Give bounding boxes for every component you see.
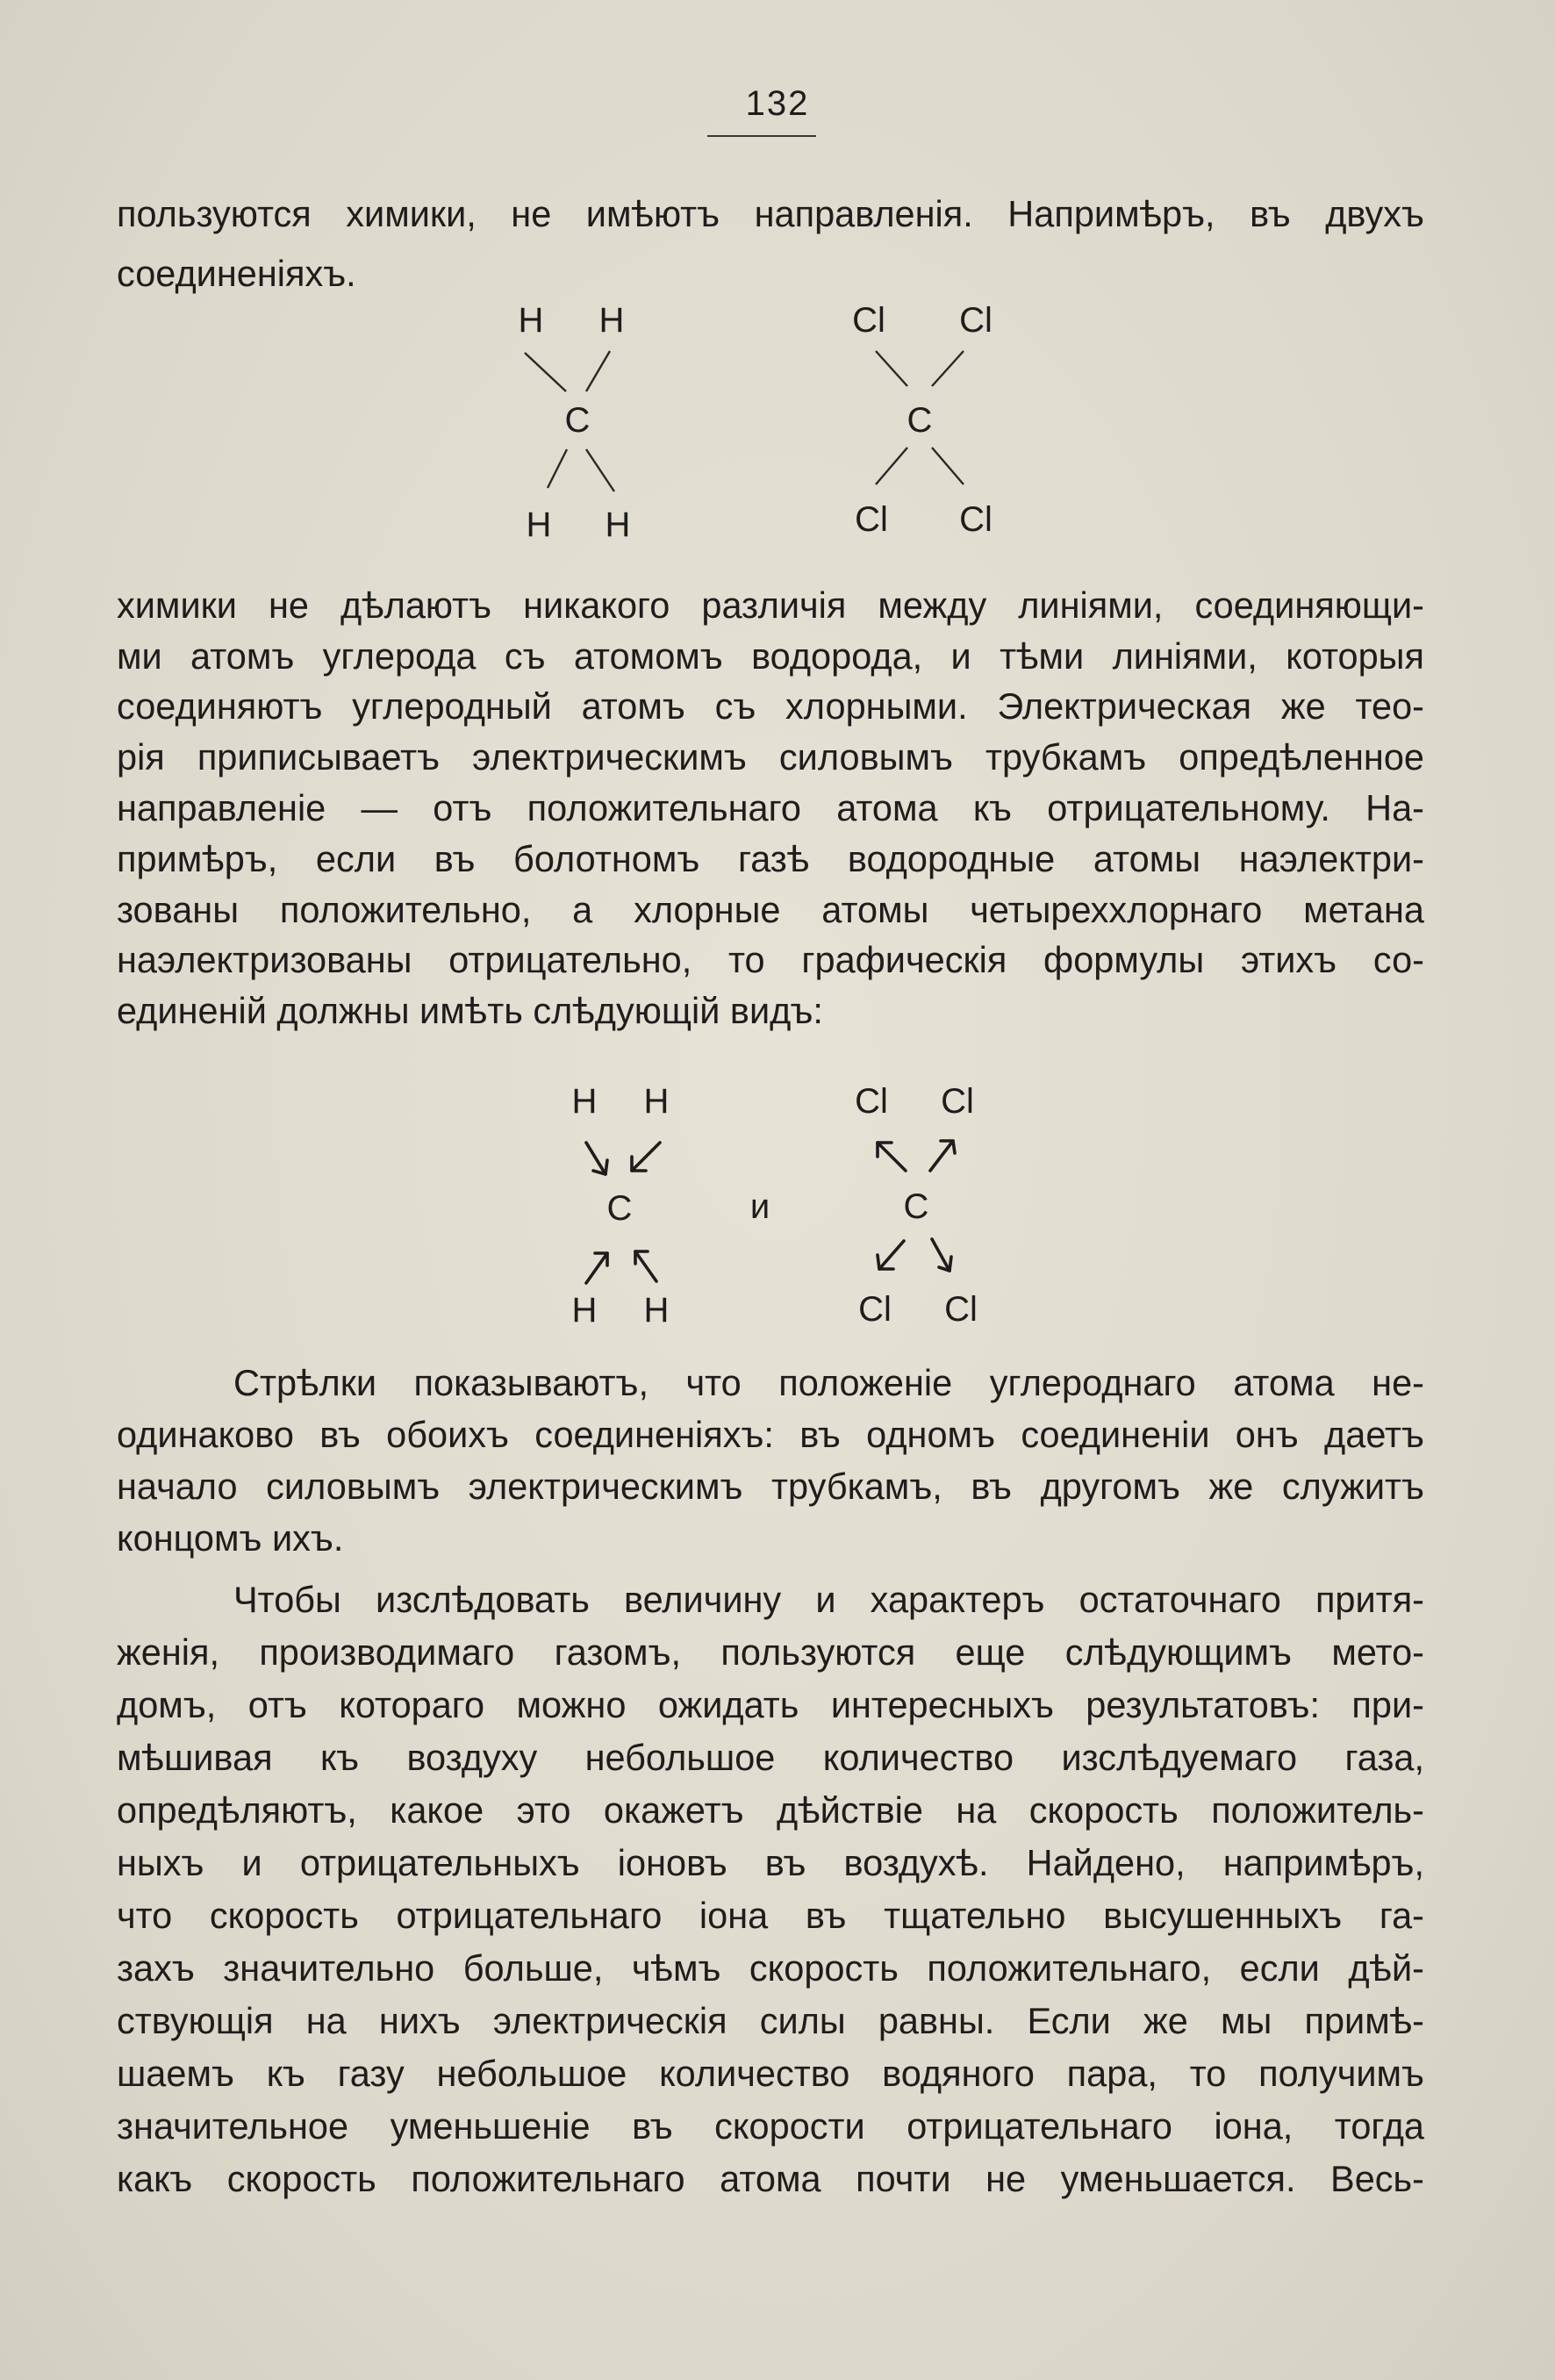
text-line: что скорость отрицательнаго іона въ тщательно высушенныхъ га-	[117, 1895, 1424, 1936]
arrow-icon	[635, 1251, 656, 1281]
atom-cl: Cl	[855, 1082, 888, 1121]
atom-c: C	[903, 1187, 929, 1226]
text-line: пользуются химики, не имѣютъ направленія. Напримѣръ, въ двухъ	[117, 193, 1424, 234]
arrow-icon	[586, 1143, 607, 1174]
atom-h: H	[643, 1082, 670, 1121]
page-number: 132	[745, 84, 810, 123]
text-line: шаемъ къ газу небольшое количество водяного пара, то получимъ	[117, 2053, 1424, 2094]
text-line: Чтобы изслѣдовать величину и характеръ остаточнаго притя-	[233, 1579, 1424, 1620]
atom-h: H	[643, 1291, 670, 1330]
text-line: мѣшивая къ воздуху небольшое количество изслѣдуемаго газа,	[117, 1737, 1424, 1778]
atom-h: H	[571, 1082, 598, 1121]
text-line: соединеніяхъ.	[117, 253, 356, 294]
atom-cl: Cl	[959, 500, 992, 539]
arrow-icon	[586, 1253, 607, 1283]
text-line: захъ значительно больше, чѣмъ скорость положительнаго, если дѣй-	[117, 1947, 1424, 1989]
text-line: начало силовымъ электрическимъ трубкамъ, въ другомъ же служитъ	[117, 1466, 1424, 1507]
text-line: одинаково въ обоихъ соединеніяхъ: въ одномъ соединеніи онъ даетъ	[117, 1414, 1424, 1455]
text-line: единеній должны имѣть слѣдующій видъ:	[117, 990, 823, 1031]
atom-cl: Cl	[959, 301, 992, 340]
text-line: ми атомъ углерода съ атомомъ водорода, и тѣми линіями, которыя	[117, 635, 1424, 677]
text-line: рія приписываетъ электрическимъ силовымъ трубкамъ опредѣленное	[117, 736, 1424, 778]
atom-cl: Cl	[941, 1082, 974, 1121]
atom-h: H	[598, 301, 625, 340]
arrow-icon	[878, 1143, 906, 1171]
text-line: значительное уменьшеніе въ скорости отрицательнаго іона, тогда	[117, 2105, 1424, 2147]
text-line: какъ скорость положительнаго атома почти не уменьшается. Весь-	[117, 2158, 1424, 2199]
arrow-icon	[632, 1143, 660, 1171]
text-line: ныхъ и отрицательныхъ іоновъ въ воздухѣ. Найдено, напримѣръ,	[117, 1842, 1424, 1883]
atom-h: H	[518, 301, 544, 340]
text-line: зованы положительно, а хлорные атомы четыреххлорнаго метана	[117, 889, 1424, 930]
arrow-icon	[930, 1141, 955, 1171]
text-line: концомъ ихъ.	[117, 1517, 344, 1559]
text-line: домъ, отъ котораго можно ожидать интересныхъ результатовъ: при-	[117, 1684, 1424, 1725]
text-line: химики не дѣлаютъ никакого различія между линіями, соединяющи-	[117, 584, 1424, 626]
text-line: опредѣляютъ, какое это окажетъ дѣйствіе на скорость положитель-	[117, 1789, 1424, 1831]
atom-cl: Cl	[855, 500, 888, 539]
conjunction-word: и	[749, 1187, 770, 1226]
atom-cl: Cl	[852, 301, 885, 340]
text-line: соединяютъ углеродный атомъ съ хлорными. Электрическая же тео-	[117, 685, 1424, 727]
atom-c: C	[906, 401, 933, 440]
text-line: наэлектризованы отрицательно, то графическія формулы этихъ со-	[117, 939, 1424, 980]
text-line: ствующія на нихъ электрическія силы равны. Если же мы примѣ-	[117, 2000, 1424, 2041]
atom-h: H	[526, 505, 552, 544]
text-line: женія, производимаго газомъ, пользуются еще слѣдующимъ мето-	[117, 1631, 1424, 1673]
arrow-icon	[878, 1241, 904, 1269]
text-line: направленіе — отъ положительнаго атома къ отрицательному. На-	[117, 787, 1424, 828]
arrow-icon	[932, 1239, 951, 1271]
text-line: Стрѣлки показываютъ, что положеніе углероднаго атома не-	[233, 1362, 1424, 1403]
methane-polar-formula	[572, 1082, 670, 1330]
atom-cl: Cl	[858, 1290, 892, 1329]
atom-c: C	[606, 1189, 633, 1228]
atom-h: H	[571, 1291, 598, 1330]
text-line: примѣръ, если въ болотномъ газѣ водородные атомы наэлектри-	[117, 838, 1424, 879]
atom-c: C	[564, 401, 591, 440]
atom-h: H	[605, 505, 631, 544]
tetrachloromethane-polar-formula	[855, 1082, 978, 1329]
atom-cl: Cl	[944, 1290, 978, 1329]
